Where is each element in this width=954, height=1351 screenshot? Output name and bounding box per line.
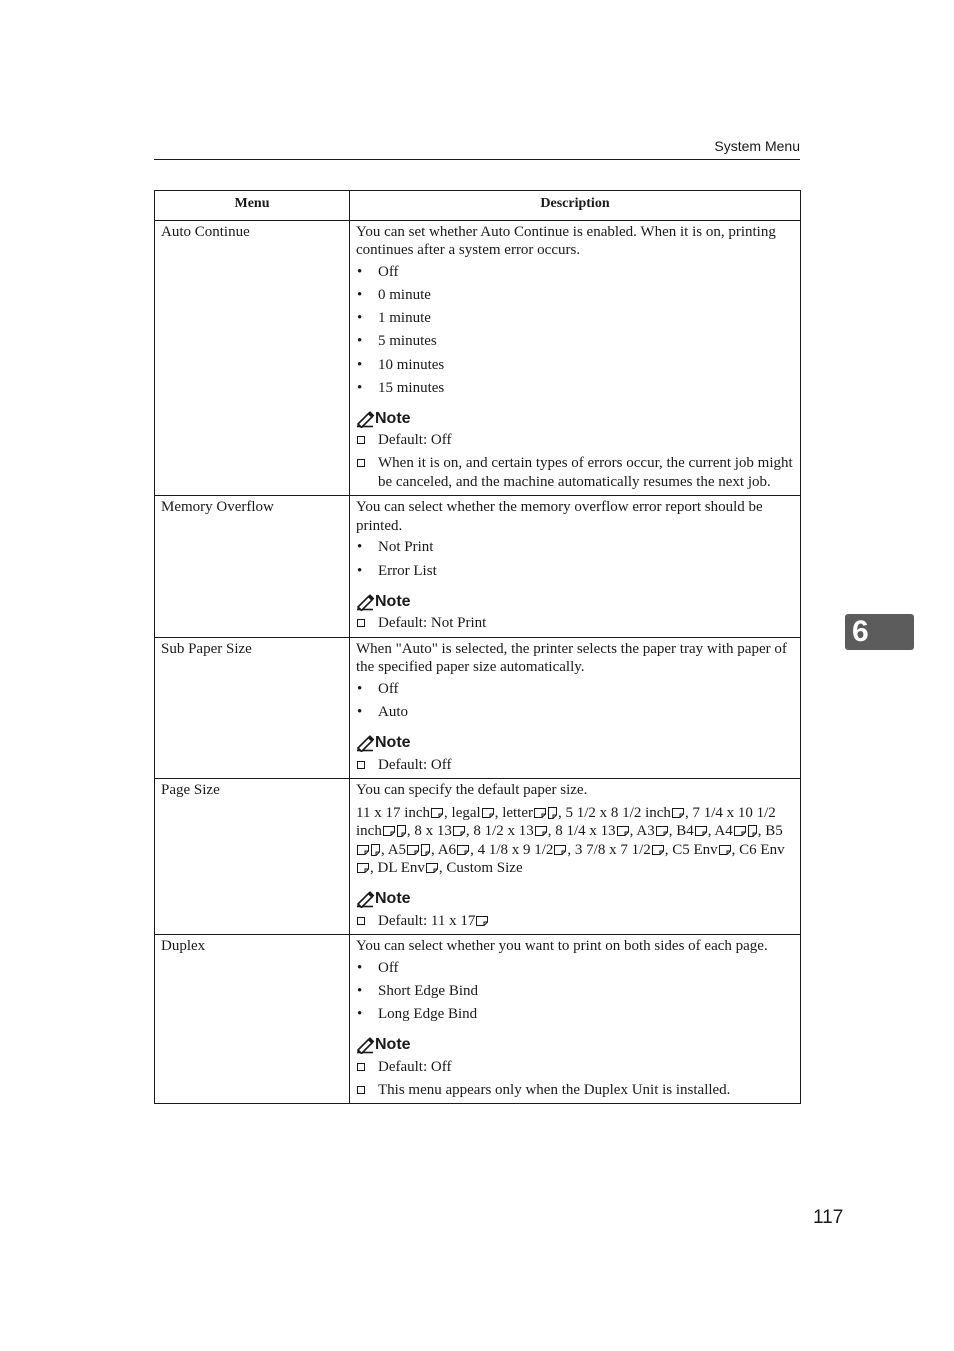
note-item <box>356 1058 794 1077</box>
chapter-tab <box>845 614 914 650</box>
option-list <box>356 538 794 580</box>
paper-landscape-icon <box>695 823 707 833</box>
description-cell <box>350 637 801 778</box>
paper-landscape-icon <box>734 823 746 833</box>
paper-size-label: C6 Env <box>739 841 785 858</box>
option-list <box>356 680 794 722</box>
table-row <box>155 637 801 778</box>
paper-landscape-icon <box>407 842 419 852</box>
checkbox-square-icon <box>357 459 365 467</box>
paper-landscape-icon <box>457 842 469 852</box>
description-cell <box>350 220 801 496</box>
paper-portrait-icon <box>748 824 757 836</box>
paper-size-label: 8 x 13 <box>414 823 452 840</box>
paper-size-label: 3 7/8 x 7 1/2 <box>574 841 651 858</box>
option-item: • Off <box>356 263 794 282</box>
paper-size-label: legal <box>451 804 481 821</box>
note-item <box>356 1081 794 1100</box>
option-list <box>356 959 794 1024</box>
paper-landscape-icon <box>431 805 443 815</box>
note-list <box>356 431 794 491</box>
note-text: Default: 11 x 17 <box>378 912 476 929</box>
header-divider <box>154 159 800 160</box>
note-text: Default: Off <box>378 432 452 449</box>
description-text: You can select whether the memory overflow error report should be printed. <box>356 499 763 534</box>
option-item: • 10 minutes <box>356 356 794 375</box>
paper-size-label: 11 x 17 inch <box>356 804 431 821</box>
menu-item-name: Page Size <box>161 782 220 799</box>
paper-size-label: B5 <box>765 823 783 840</box>
pencil-note-icon <box>356 411 375 428</box>
description-text: When "Auto" is selected, the printer selects the paper tray with paper of the specified paper size automatically. <box>356 640 787 676</box>
description-text: You can set whether Auto Continue is enabled. When it is on, printing continues after a system error occurs. <box>356 223 776 258</box>
paper-landscape-icon <box>357 860 369 870</box>
description-cell <box>350 935 801 1104</box>
table-header-row <box>155 191 801 221</box>
table-row <box>155 496 801 637</box>
paper-size-label: Custom Size <box>446 860 523 877</box>
option-item: • Short Edge Bind <box>356 982 794 1001</box>
note-list <box>356 756 794 775</box>
paper-size-label: C5 Env <box>672 841 718 858</box>
paper-size-label: A3 <box>636 823 655 840</box>
paper-landscape-icon <box>453 823 465 833</box>
option-item: • 0 minute <box>356 286 794 305</box>
paper-landscape-icon <box>656 823 668 833</box>
note-heading <box>356 734 794 754</box>
note-text: Default: Off <box>378 756 452 773</box>
menu-cell <box>155 220 350 496</box>
pencil-note-icon <box>356 735 375 752</box>
note-title: Note <box>375 890 411 908</box>
note-item <box>356 912 794 931</box>
paper-landscape-icon <box>534 805 546 815</box>
option-item: • Off <box>356 959 794 978</box>
note-title: Note <box>375 410 411 428</box>
paper-landscape-icon <box>383 823 395 833</box>
note-heading <box>356 890 794 910</box>
table-row <box>155 935 801 1104</box>
paper-landscape-icon <box>672 805 684 815</box>
menu-cell <box>155 496 350 637</box>
menu-cell <box>155 935 350 1104</box>
checkbox-square-icon <box>357 619 365 627</box>
option-item: • Not Print <box>356 538 794 557</box>
checkbox-square-icon <box>357 917 365 925</box>
pencil-note-icon <box>356 891 375 908</box>
menu-item-name: Auto Continue <box>161 223 250 240</box>
checkbox-square-icon <box>357 1063 365 1071</box>
option-item: • 15 minutes <box>356 379 794 398</box>
option-item: • Error List <box>356 562 794 581</box>
note-heading <box>356 409 794 429</box>
table-row <box>155 220 801 496</box>
note-text: Default: Not Print <box>378 615 487 632</box>
option-item: • 5 minutes <box>356 332 794 351</box>
paper-landscape-icon <box>426 860 438 870</box>
pencil-note-icon <box>356 594 375 611</box>
menu-cell <box>155 779 350 935</box>
note-list <box>356 912 794 931</box>
description-cell <box>350 496 801 637</box>
menu-cell <box>155 637 350 778</box>
paper-portrait-icon <box>421 843 430 855</box>
paper-size-label: 7 1/4 x 10 1/2 inch <box>356 804 776 840</box>
paper-landscape-icon <box>719 842 731 852</box>
paper-size-label: letter <box>502 804 534 821</box>
description-cell <box>350 779 801 935</box>
note-title: Note <box>375 1036 411 1054</box>
paper-landscape-icon <box>476 913 488 923</box>
note-title: Note <box>375 593 411 611</box>
paper-size-label: 8 1/4 x 13 <box>555 823 616 840</box>
paper-size-list: 11 x 17 inch , legal , letter , 5 1/2 x 8 1/2 inch , 7 1/4 x 10 1/2 inch , 8 x 13 , 8 1/2 x 13 , 8 1/4 x 13 , A3 , B4 , A4 , B5, A5 , A6 , 4 1/8 x 9 1/2 , 3 7/8 x 7 1/2 , C5 Env , C6 Env, DL Env , Custom Size <box>356 804 785 877</box>
paper-landscape-icon <box>554 842 566 852</box>
option-item: • Auto <box>356 703 794 722</box>
paper-portrait-icon <box>371 843 380 855</box>
paper-size-label: DL Env <box>377 860 425 877</box>
paper-size-label: A4 <box>714 823 733 840</box>
checkbox-square-icon <box>357 436 365 444</box>
note-heading <box>356 1036 794 1056</box>
paper-portrait-icon <box>397 824 406 836</box>
note-text: This menu appears only when the Duplex Unit is installed. <box>378 1081 731 1098</box>
description-text: You can select whether you want to print on both sides of each page. <box>356 938 768 955</box>
note-text: When it is on, and certain types of errors occur, the current job might be canceled, and the machine automatically resumes the next job. <box>378 455 793 490</box>
chapter-number: 6 <box>852 615 869 648</box>
paper-landscape-icon <box>482 805 494 815</box>
note-text: Default: Off <box>378 1058 452 1075</box>
menu-item-name: Duplex <box>161 938 206 955</box>
note-item <box>356 756 794 775</box>
column-header-description: Description <box>350 191 801 221</box>
option-item: • Long Edge Bind <box>356 1005 794 1024</box>
paper-size-label: A5 <box>387 841 407 858</box>
paper-landscape-icon <box>617 823 629 833</box>
running-header-title: System Menu <box>714 138 800 154</box>
note-heading <box>356 592 794 612</box>
note-list <box>356 614 794 633</box>
paper-size-label: 8 1/2 x 13 <box>473 823 534 840</box>
menu-item-name: Memory Overflow <box>161 499 274 516</box>
option-item: • Off <box>356 680 794 699</box>
note-list <box>356 1058 794 1100</box>
column-header-menu: Menu <box>155 191 350 221</box>
paper-size-label: 4 1/8 x 9 1/2 <box>477 841 554 858</box>
menu-item-name: Sub Paper Size <box>161 640 252 657</box>
page-number: 117 <box>813 1207 844 1228</box>
paper-size-label: 5 1/2 x 8 1/2 inch <box>565 804 671 821</box>
paper-size-label: B4 <box>676 823 694 840</box>
paper-size-label: A6 <box>437 841 457 858</box>
pencil-note-icon <box>356 1037 375 1054</box>
note-item <box>356 431 794 450</box>
paper-landscape-icon <box>535 823 547 833</box>
option-list <box>356 263 794 398</box>
option-item: • 1 minute <box>356 309 794 328</box>
table-row <box>155 779 801 935</box>
note-title: Note <box>375 734 411 752</box>
paper-landscape-icon <box>357 842 369 852</box>
system-menu-table <box>154 190 801 1104</box>
checkbox-square-icon <box>357 761 365 769</box>
paper-landscape-icon <box>652 842 664 852</box>
note-item <box>356 454 794 491</box>
checkbox-square-icon <box>357 1086 365 1094</box>
description-text: You can specify the default paper size. <box>356 782 588 799</box>
note-item <box>356 614 794 633</box>
paper-portrait-icon <box>548 806 557 818</box>
